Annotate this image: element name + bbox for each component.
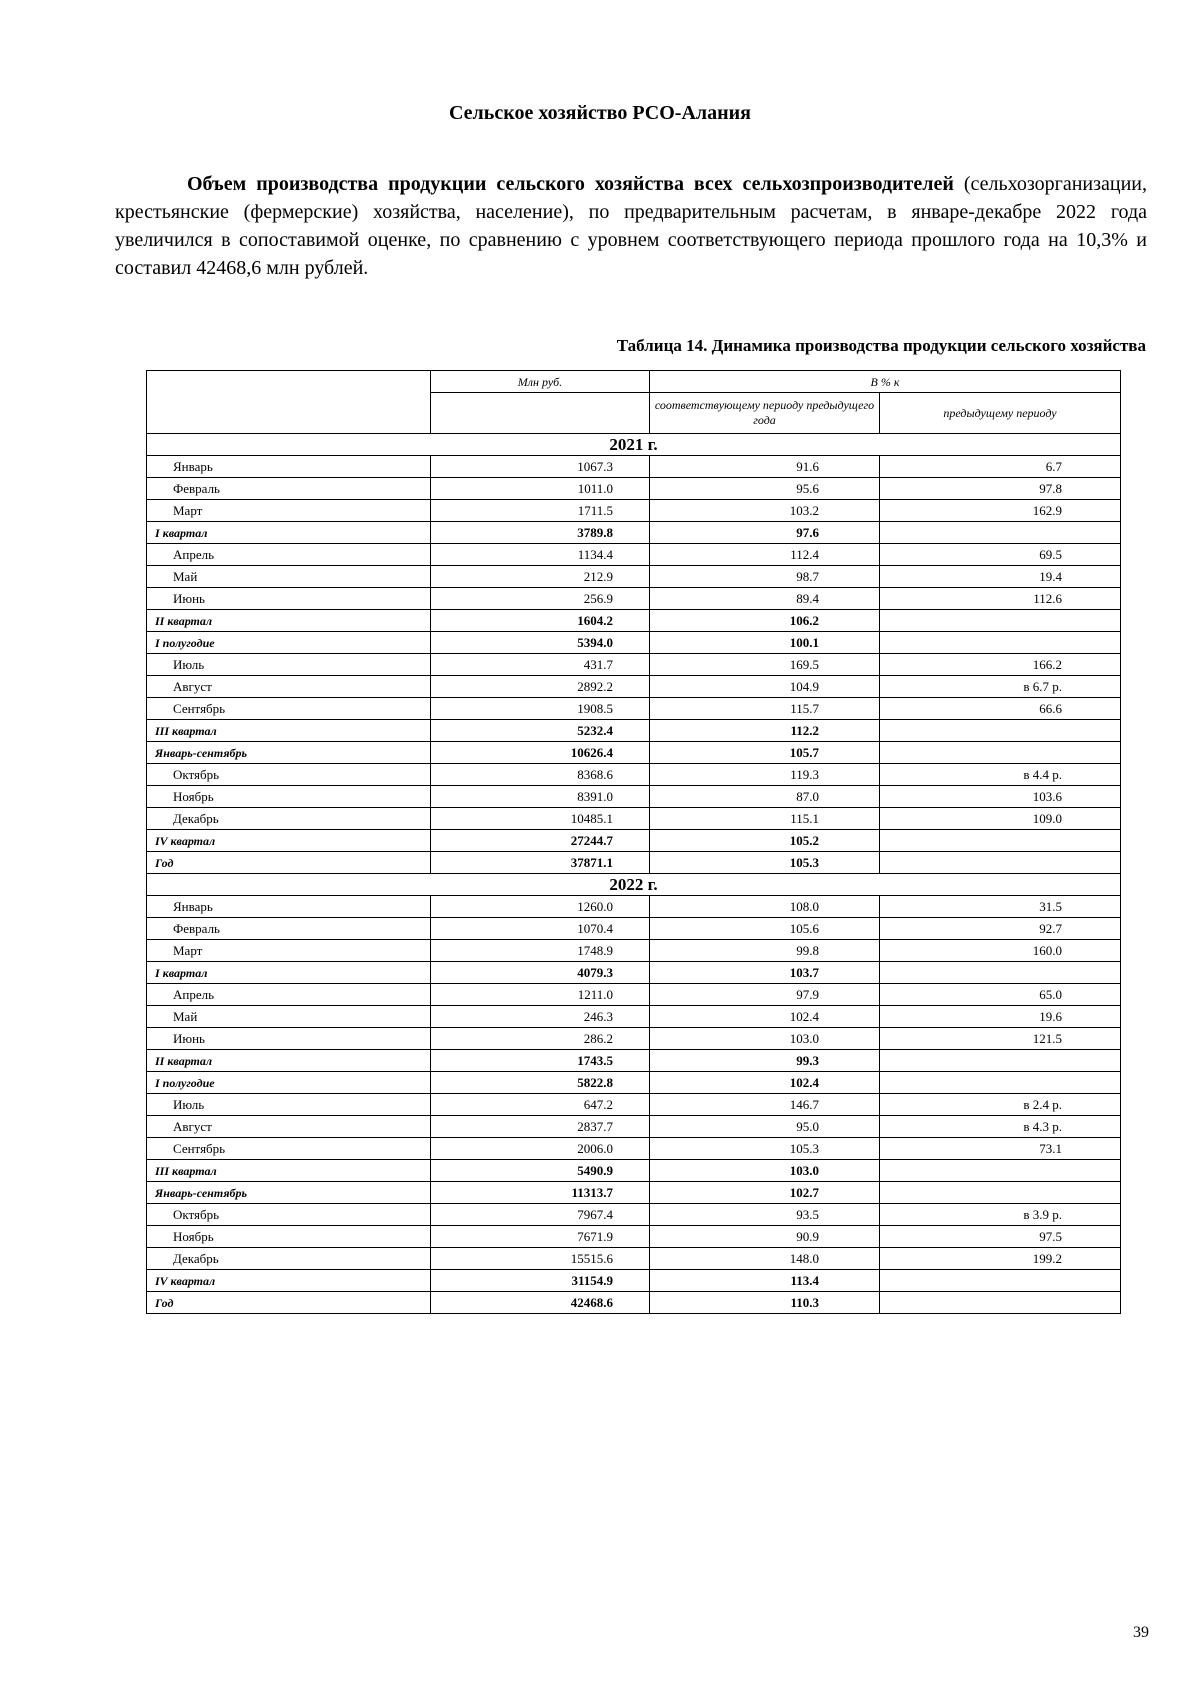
cell-prev-period [880,742,1121,764]
cell-prev-year: 169.5 [650,654,880,676]
cell-mln: 5394.0 [431,632,650,654]
row-name: Июнь [147,1028,431,1050]
table-row [147,720,1121,742]
row-name: I полугодие [147,1072,431,1094]
cell-prev-year: 103.0 [650,1160,880,1182]
cell-prev-period [880,962,1121,984]
cell-mln: 5822.8 [431,1072,650,1094]
table-row [147,1248,1121,1270]
row-name: IV квартал [147,830,431,852]
cell-prev-period [880,852,1121,874]
cell-prev-year: 103.0 [650,1028,880,1050]
cell-prev-period: 92.7 [880,918,1121,940]
cell-prev-period: 73.1 [880,1138,1121,1160]
cell-mln: 7967.4 [431,1204,650,1226]
cell-prev-period: 97.8 [880,478,1121,500]
table-row [147,1138,1121,1160]
year-label: 2021 г. [147,434,1121,456]
table-row [147,918,1121,940]
table-row [147,500,1121,522]
cell-prev-year: 112.2 [650,720,880,742]
header-prev-year: соответствующему периоду предыдущего года [650,393,880,434]
cell-mln: 1604.2 [431,610,650,632]
row-name: III квартал [147,1160,431,1182]
cell-prev-period: 66.6 [880,698,1121,720]
cell-prev-year: 113.4 [650,1270,880,1292]
intro-paragraph [115,170,1147,282]
table-row [147,1226,1121,1248]
cell-mln: 11313.7 [431,1182,650,1204]
row-name: Сентябрь [147,1138,431,1160]
row-name: Ноябрь [147,1226,431,1248]
cell-mln: 1067.3 [431,456,650,478]
row-name: Сентябрь [147,698,431,720]
intro-text: (сельхозорганизации, крестьянские (фермерские) хозяйства, население), по предварительным расчетам, в январе-декабре 2022 года увеличился в сопоставимой оценке, по сравнению с уровнем соответствующего периода прошлого года на 10,3% и составил 42468,6 млн рублей. [115,173,1148,279]
cell-prev-year: 110.3 [650,1292,880,1314]
row-name: IV квартал [147,1270,431,1292]
cell-prev-period: в 4.4 р. [880,764,1121,786]
cell-mln: 1743.5 [431,1050,650,1072]
table-row [147,632,1121,654]
cell-mln: 1908.5 [431,698,650,720]
cell-prev-year: 103.7 [650,962,880,984]
cell-prev-year: 99.3 [650,1050,880,1072]
cell-prev-year: 97.9 [650,984,880,1006]
cell-mln: 2892.2 [431,676,650,698]
row-name: Апрель [147,984,431,1006]
table-row [147,1094,1121,1116]
row-name: II квартал [147,610,431,632]
cell-prev-year: 95.6 [650,478,880,500]
table-row [147,456,1121,478]
row-name: Январь-сентябрь [147,1182,431,1204]
row-name: I полугодие [147,632,431,654]
year-row [147,434,1121,456]
table-row [147,544,1121,566]
header-mln: Млн руб. [431,371,650,393]
row-name: Март [147,500,431,522]
table-row [147,1160,1121,1182]
cell-prev-period [880,1270,1121,1292]
row-name: Год [147,852,431,874]
cell-prev-period: 19.4 [880,566,1121,588]
table-row [147,1292,1121,1314]
cell-prev-period [880,830,1121,852]
cell-mln: 42468.6 [431,1292,650,1314]
cell-mln: 1070.4 [431,918,650,940]
cell-mln: 647.2 [431,1094,650,1116]
table-row [147,698,1121,720]
row-name: Декабрь [147,1248,431,1270]
cell-prev-period: 112.6 [880,588,1121,610]
row-name: Июль [147,1094,431,1116]
cell-mln: 3789.8 [431,522,650,544]
cell-prev-period [880,1182,1121,1204]
cell-prev-period: в 3.9 р. [880,1204,1121,1226]
cell-prev-year: 146.7 [650,1094,880,1116]
cell-mln: 2837.7 [431,1116,650,1138]
cell-mln: 1711.5 [431,500,650,522]
header-prev-period: предыдущему периоду [880,393,1121,434]
cell-prev-period: 166.2 [880,654,1121,676]
row-name: Август [147,1116,431,1138]
cell-prev-period [880,720,1121,742]
cell-prev-year: 89.4 [650,588,880,610]
cell-mln: 5490.9 [431,1160,650,1182]
cell-prev-year: 98.7 [650,566,880,588]
cell-prev-period: 65.0 [880,984,1121,1006]
cell-prev-year: 105.2 [650,830,880,852]
cell-prev-period [880,1160,1121,1182]
header-mln-sub [431,393,650,434]
row-name: I квартал [147,962,431,984]
row-name: I квартал [147,522,431,544]
year-label: 2022 г. [147,874,1121,896]
cell-mln: 31154.9 [431,1270,650,1292]
cell-mln: 2006.0 [431,1138,650,1160]
year-row [147,874,1121,896]
cell-mln: 1211.0 [431,984,650,1006]
table-row [147,764,1121,786]
cell-mln: 8368.6 [431,764,650,786]
row-name: Декабрь [147,808,431,830]
table-body [147,434,1121,1314]
cell-prev-period: 97.5 [880,1226,1121,1248]
cell-mln: 431.7 [431,654,650,676]
table-row [147,984,1121,1006]
table-row [147,588,1121,610]
table-row [147,1270,1121,1292]
cell-prev-year: 102.4 [650,1006,880,1028]
cell-mln: 37871.1 [431,852,650,874]
cell-prev-year: 104.9 [650,676,880,698]
cell-mln: 1011.0 [431,478,650,500]
row-name: Год [147,1292,431,1314]
table-row [147,940,1121,962]
cell-prev-year: 119.3 [650,764,880,786]
cell-prev-year: 105.6 [650,918,880,940]
table-row [147,830,1121,852]
cell-prev-year: 102.7 [650,1182,880,1204]
cell-prev-year: 105.7 [650,742,880,764]
cell-mln: 1260.0 [431,896,650,918]
cell-prev-year: 87.0 [650,786,880,808]
cell-prev-year: 95.0 [650,1116,880,1138]
page-heading: Сельское хозяйство РСО-Алания [448,102,751,124]
header-empty-cell [147,371,431,434]
cell-prev-year: 93.5 [650,1204,880,1226]
cell-mln: 246.3 [431,1006,650,1028]
cell-prev-period: 31.5 [880,896,1121,918]
page-number: 39 [1133,1624,1149,1641]
cell-prev-period: 19.6 [880,1006,1121,1028]
cell-prev-period [880,1072,1121,1094]
cell-mln: 1748.9 [431,940,650,962]
cell-prev-period [880,1292,1121,1314]
row-name: Ноябрь [147,786,431,808]
table-row [147,742,1121,764]
cell-mln: 212.9 [431,566,650,588]
table-row [147,1006,1121,1028]
table-row [147,676,1121,698]
cell-mln: 1134.4 [431,544,650,566]
cell-prev-period: в 6.7 р. [880,676,1121,698]
cell-prev-year: 105.3 [650,1138,880,1160]
row-name: Август [147,676,431,698]
cell-mln: 8391.0 [431,786,650,808]
cell-prev-year: 99.8 [650,940,880,962]
table-row [147,962,1121,984]
table-row [147,896,1121,918]
header-pct: В % к [650,371,1121,393]
cell-mln: 10626.4 [431,742,650,764]
cell-prev-period: 160.0 [880,940,1121,962]
row-name: Февраль [147,918,431,940]
cell-prev-year: 108.0 [650,896,880,918]
cell-prev-period [880,632,1121,654]
table-row [147,852,1121,874]
row-name: Май [147,566,431,588]
table-row [147,1204,1121,1226]
cell-prev-year: 115.1 [650,808,880,830]
cell-prev-period [880,522,1121,544]
table-row [147,654,1121,676]
table-row [147,786,1121,808]
cell-prev-period [880,610,1121,632]
row-name: Октябрь [147,1204,431,1226]
row-name: Апрель [147,544,431,566]
cell-prev-year: 97.6 [650,522,880,544]
cell-mln: 5232.4 [431,720,650,742]
row-name: III квартал [147,720,431,742]
cell-prev-period: в 4.3 р. [880,1116,1121,1138]
table-caption: Таблица 14. Динамика производства продукции сельского хозяйства [616,336,1146,355]
cell-prev-year: 112.4 [650,544,880,566]
cell-mln: 10485.1 [431,808,650,830]
table-row [147,478,1121,500]
row-name: Февраль [147,478,431,500]
cell-prev-period [880,1050,1121,1072]
table-row [147,1028,1121,1050]
cell-prev-year: 106.2 [650,610,880,632]
table-row [147,1182,1121,1204]
cell-mln: 15515.6 [431,1248,650,1270]
row-name: II квартал [147,1050,431,1072]
cell-prev-year: 90.9 [650,1226,880,1248]
cell-prev-period: 109.0 [880,808,1121,830]
row-name: Январь-сентябрь [147,742,431,764]
row-name: Июль [147,654,431,676]
row-name: Май [147,1006,431,1028]
cell-prev-period: 69.5 [880,544,1121,566]
cell-prev-period: 6.7 [880,456,1121,478]
cell-prev-year: 105.3 [650,852,880,874]
cell-mln: 27244.7 [431,830,650,852]
cell-prev-period: в 2.4 р. [880,1094,1121,1116]
row-name: Март [147,940,431,962]
cell-prev-period: 199.2 [880,1248,1121,1270]
cell-mln: 7671.9 [431,1226,650,1248]
cell-prev-year: 148.0 [650,1248,880,1270]
cell-mln: 256.9 [431,588,650,610]
cell-prev-year: 103.2 [650,500,880,522]
row-name: Октябрь [147,764,431,786]
table-row [147,1050,1121,1072]
row-name: Январь [147,896,431,918]
intro-lead: Объем производства продукции сельского хозяйства всех сельхозпроизводителей [187,173,954,195]
cell-prev-year: 102.4 [650,1072,880,1094]
cell-prev-year: 100.1 [650,632,880,654]
cell-prev-year: 91.6 [650,456,880,478]
table-row [147,1072,1121,1094]
cell-mln: 286.2 [431,1028,650,1050]
production-table [146,370,1121,1314]
cell-prev-period: 103.6 [880,786,1121,808]
table-row [147,522,1121,544]
table-row [147,610,1121,632]
table-row [147,566,1121,588]
table-row [147,1116,1121,1138]
row-name: Июнь [147,588,431,610]
cell-mln: 4079.3 [431,962,650,984]
row-name: Январь [147,456,431,478]
cell-prev-year: 115.7 [650,698,880,720]
cell-prev-period: 121.5 [880,1028,1121,1050]
cell-prev-period: 162.9 [880,500,1121,522]
table-row [147,808,1121,830]
